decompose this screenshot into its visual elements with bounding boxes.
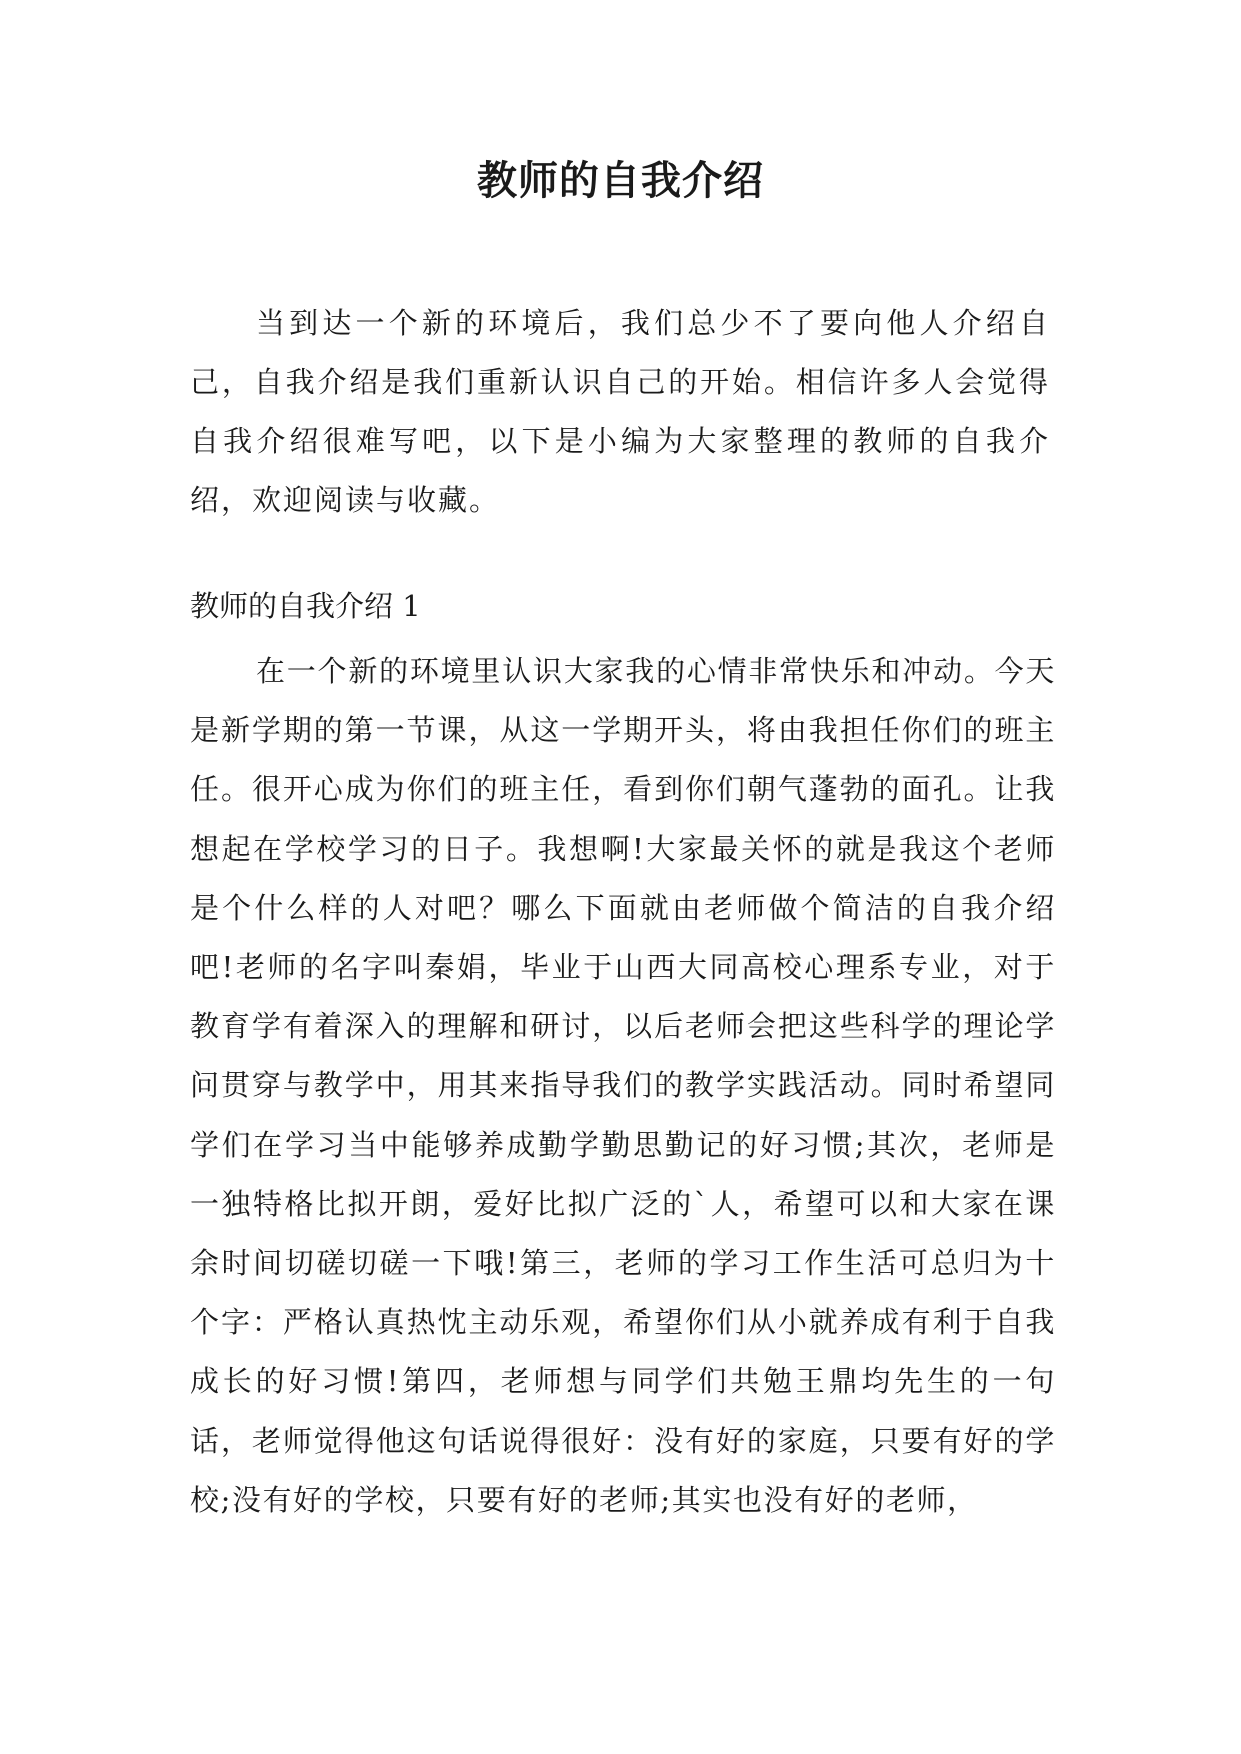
section-heading: 教师的自我介绍 1: [190, 589, 421, 623]
section-body-paragraph: 在一个新的环境里认识大家我的心情非常快乐和冲动。今天是新学期的第一节课，从这一学期开头，将由我担任你们的班主任。很开心成为你们的班主任，看到你们朝气蓬勃的面孔。让我想起在学校学习的日子。我想啊!大家最关怀的就是我这个老师是个什么样的人对吧？哪么下面就由老师做个简洁的自我介绍吧!老师的名字叫秦娟，毕业于山西大同高校心理系专业，对于教育学有着深入的理解和研讨，以后老师会把这些科学的理论学问贯穿与教学中，用其来指导我们的教学实践活动。同时希望同学们在学习当中能够养成勤学勤思勤记的好习惯;其次，老师是一独特格比拟开朗，爱好比拟广泛的`人，希望可以和大家在课余时间切磋切磋一下哦!第三，老师的学习工作生活可总归为十个字：严格认真热忱主动乐观，希望你们从小就养成有利于自我成长的好习惯!第四，老师想与同学们共勉王鼎均先生的一句话，老师觉得他这句话说得很好：没有好的家庭，只要有好的学校;没有好的学校，只要有好的老师;其实也没有好的老师，: [190, 654, 1056, 1517]
intro-paragraph: 当到达一个新的环境后，我们总少不了要向他人介绍自己，自我介绍是我们重新认识自己的开始。相信许多人会觉得自我介绍很难写吧，以下是小编为大家整理的教师的自我介绍，欢迎阅读与收藏。: [190, 306, 1050, 517]
document-title: 教师的自我介绍: [477, 158, 764, 204]
